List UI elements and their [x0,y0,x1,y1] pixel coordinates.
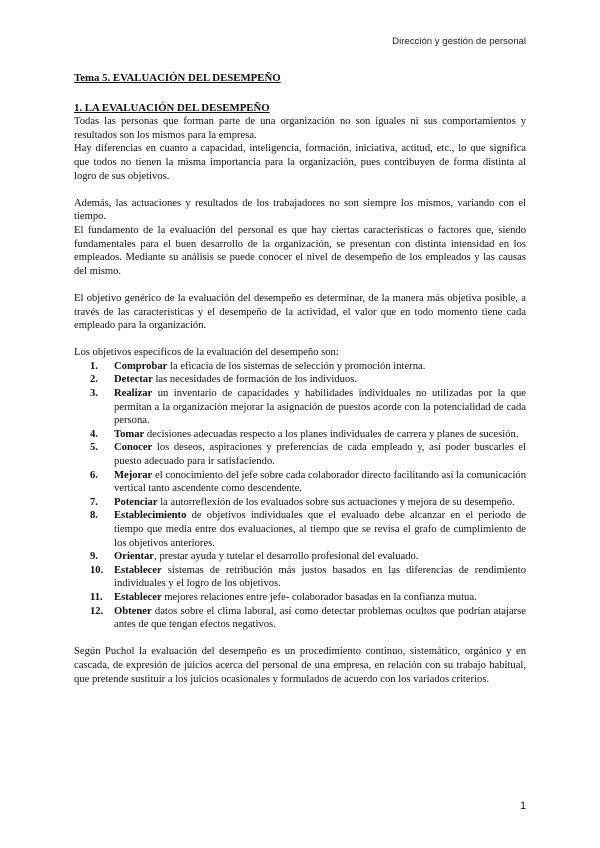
list-item [74,469,526,496]
page-content [74,72,526,686]
list-item-text: la autorreflexión de los evaluados sobre sus actuaciones y mejora de su desempeño. [157,496,515,508]
running-header: Dirección y gestión de personal [392,36,526,47]
section-heading: 1. LA EVALUACIÓN DEL DESEMPEÑO [74,101,270,114]
list-item-keyword: Realizar [114,388,153,400]
list-number: 11. [90,591,103,603]
list-item [74,564,526,591]
list-item-text: un inventario de capacidades y habilidades individuales no utilizadas por la que permitan a la organización mejorar la asignación de puestos acorde con la potencialidad de cada persona. [114,388,526,427]
list-item-text: la eficacia de los sistemas de selección y promoción interna. [167,360,426,372]
list-item-text: las necesidades de formación de los individuos. [152,374,357,386]
list-number: 7. [90,496,98,508]
closing-paragraph: Según Puchol la evaluación del desempeño es un procedimiento continuo, sistemático, orgánico y en cascada, de expresión de juicios acerca del personal de una empresa, en relación con su trabajo habitual, que pretende sustituir a los juicios ocasionales y formulados de acuerdo con los variados criterios. [74,646,526,685]
list-item-text: los deseos, aspiraciones y preferencias de cada empleado y, así poder buscarles el puesto adecuado para ir satisfaciendo. [114,442,526,468]
list-number: 9. [90,551,98,563]
paragraph: El fundamento de la evaluación del personal es que hay ciertas características o factores que, siendo fundamentales para el buen desarrollo de la organización, se presentan con distinta intensidad en los empleados. Mediante su análisis se puede conocer el nivel de desempeño de los empleados y las causas del mismo. [74,224,526,277]
objectives-list [74,360,526,632]
list-item-keyword: Establecer [114,591,162,603]
list-item-text: mejores relaciones entre jefe- colaborador basadas en la confianza mutua. [161,591,477,603]
list-item-keyword: Detectar [114,374,153,386]
list-item [74,428,526,442]
list-item [74,550,526,564]
list-item [74,496,526,510]
paragraph: Todas las personas que forman parte de una organización no son iguales ni sus comportamientos y resultados son los mismos para la empresa. [74,116,526,141]
list-item-text: decisiones adecuadas respecto a los planes individuales de carrera y planes de sucesión. [144,428,519,440]
list-item-text: sistemas de retribución más justos basados en las diferencias de rendimiento individuales y el logro de los objetivos. [114,564,526,590]
list-number: 5. [90,442,98,454]
list-item-keyword: Tomar [114,428,145,440]
list-number: 4. [90,428,98,440]
page-title: Tema 5. EVALUACIÓN DEL DESEMPEÑO [74,72,281,84]
list-item-text: datos sobre el clima laboral, así como detectar problemas ocultos que podrían atajarse antes de que tengan efectos negativos. [114,605,526,631]
list-item-text: de objetivos individuales que el evaluado debe alcanzar en el periodo de tiempo que media entre dos evaluaciones, al tiempo que se revisa el grafo de cumplimiento de los objetivos anteriores. [114,510,526,549]
list-item-keyword: Mejorar [114,469,153,481]
list-item [74,509,526,550]
list-number: 3. [90,388,98,400]
paragraph: El objetivo genérico de la evaluación del desempeño es determinar, de la manera más objetiva posible, a través de las características y el desempeño de la actividad, el valor que en todo momento tiene cada empleado para la organización. [74,292,526,332]
list-item-keyword: Establecimiento [114,510,187,522]
list-item [74,373,526,387]
list-item-text: el conocimiento del jefe sobre cada colaborador directo facilitando así la comunicación vertical tanto ascendente como descendente. [114,469,526,495]
list-number: 12. [90,605,104,617]
list-item-keyword: Establecer [114,564,162,576]
paragraph: Además, las actuaciones y resultados de los trabajadores no son siempre los mismos, variando con el tiempo. [74,197,526,223]
list-item-keyword: Orientar [114,551,155,563]
page-number: 1 [520,800,526,812]
list-item-text: , prestar ayuda y tutelar el desarrollo profesional del evaluado. [154,551,419,563]
list-number: 8. [90,510,98,522]
list-item-keyword: Obtener [114,605,152,617]
list-item [74,591,526,605]
list-item [74,387,526,428]
list-number: 1. [90,360,98,372]
list-item [74,360,526,374]
list-number: 6. [90,469,98,481]
list-number: 10. [90,564,104,576]
list-item-keyword: Conocer [114,442,153,454]
list-number: 2. [90,374,98,386]
list-item [74,605,526,632]
paragraph: Hay diferencias en cuanto a capacidad, inteligencia, formación, iniciativa, actitud, etc., lo que significa que todos no tienen la misma importancia para la organización, pues contribuyen de forma distinta al logro de sus objetivos. [74,143,526,182]
list-item-keyword: Comprobar [114,360,168,372]
list-item-keyword: Potenciar [114,496,158,508]
list-item [74,441,526,468]
paragraph: Los objetivos específicos de la evaluación del desempeño son: [74,347,339,359]
